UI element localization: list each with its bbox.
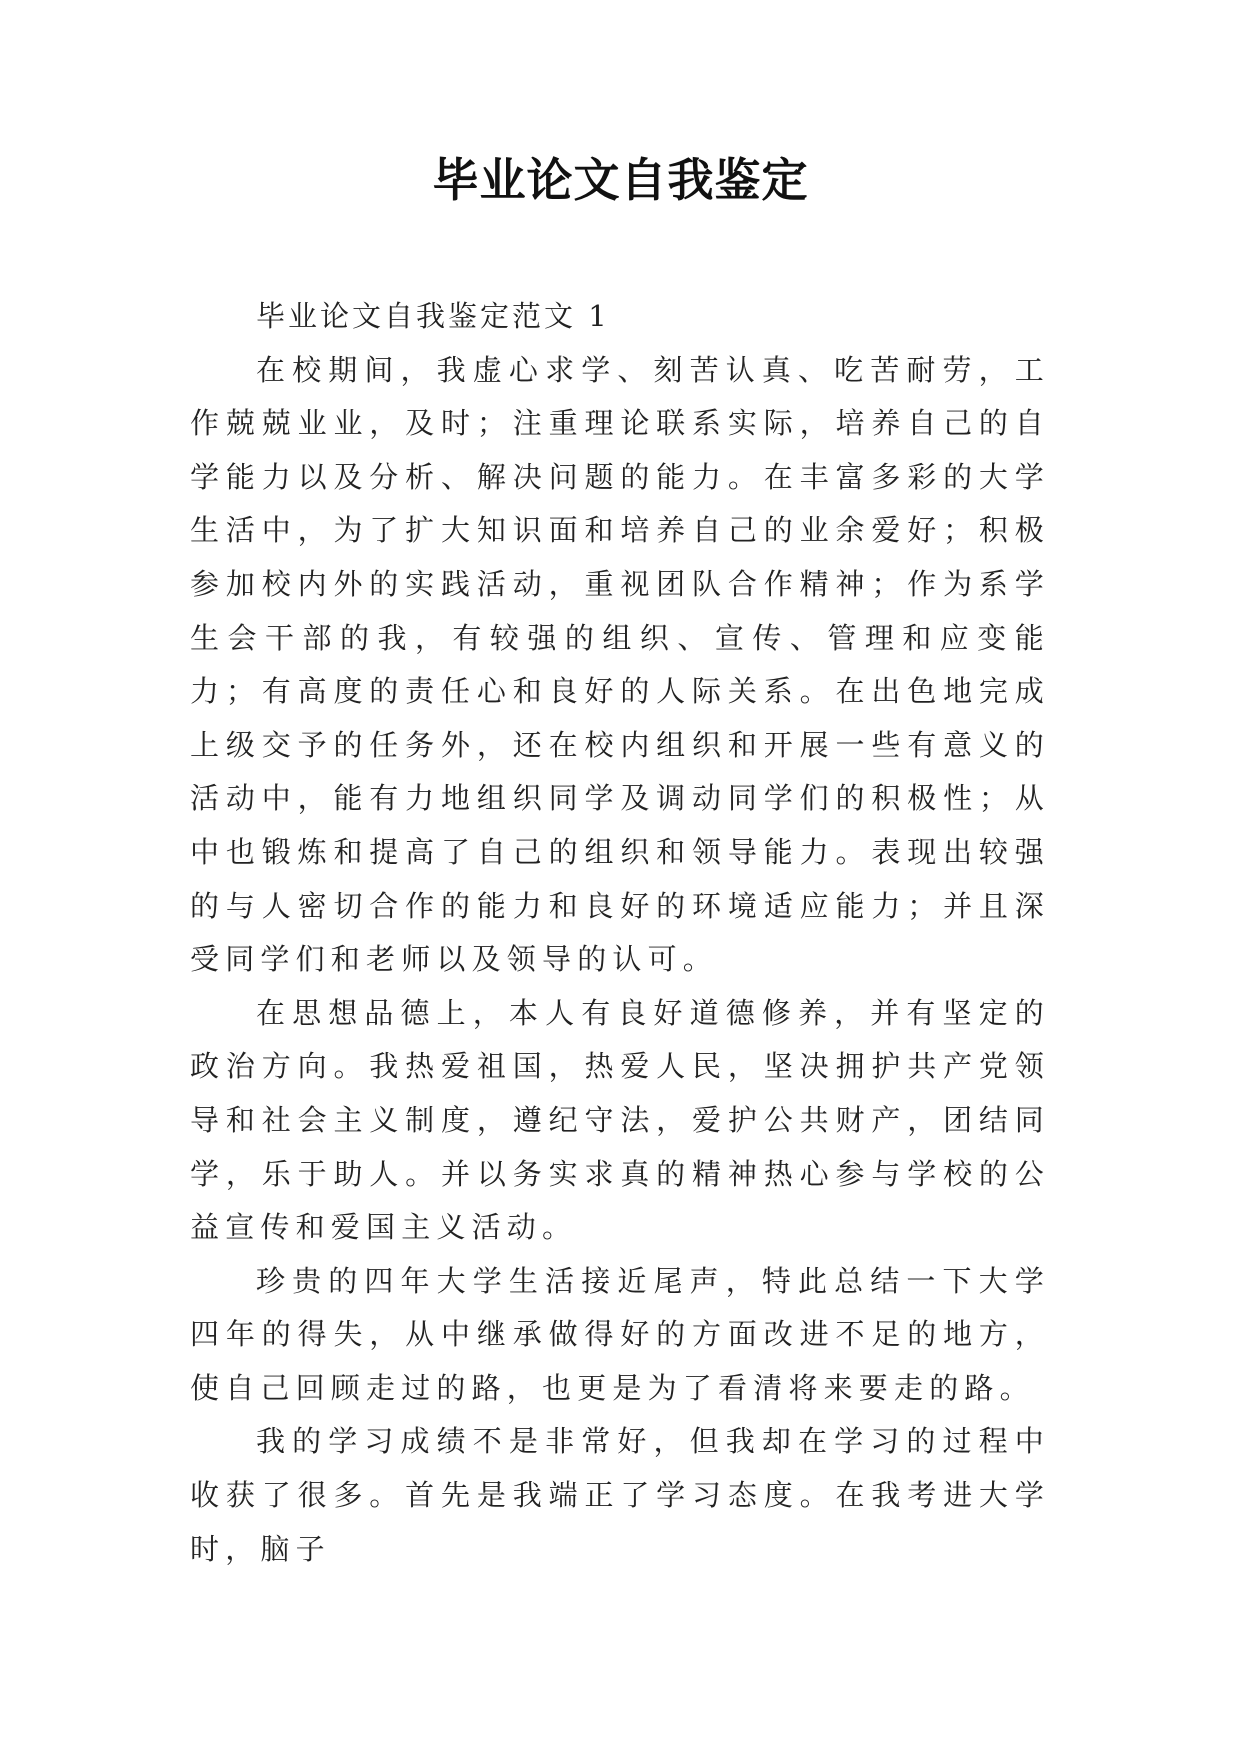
section-heading: 毕业论文自我鉴定范文 1 bbox=[256, 299, 610, 333]
paragraph-1: 在校期间，我虚心求学、刻苦认真、吃苦耐劳，工作兢兢业业，及时；注重理论联系实际，培养自己的自学能力以及分析、解决问题的能力。在丰富多彩的大学生活中，为了扩大知识面和培养自己的业余爱好；积极参加校内外的实践活动，重视团队合作精神；作为系学生会干部的我，有较强的组织、宣传、管理和应变能力；有高度的责任心和良好的人际关系。在出色地完成上级交予的任务外，还在校内组织和开展一些有意义的活动中，能有力地组织同学及调动同学们的积极性；从中也锻炼和提高了自己的组织和领导能力。表现出较强的与人密切合作的能力和良好的环境适应能力；并且深受同学们和老师以及领导的认可。 bbox=[190, 352, 1050, 977]
paragraph-4: 我的学习成绩不是非常好，但我却在学习的过程中收获了很多。首先是我端正了学习态度。在我考进大学时，脑子 bbox=[190, 1424, 1050, 1566]
document-title: 毕业论文自我鉴定 bbox=[432, 153, 809, 207]
paragraph-3: 珍贵的四年大学生活接近尾声，特此总结一下大学四年的得失，从中继承做得好的方面改进不足的地方，使自己回顾走过的路，也更是为了看清将来要走的路。 bbox=[190, 1263, 1050, 1405]
document-body bbox=[190, 290, 1050, 1576]
paragraph-2: 在思想品德上，本人有良好道德修养，并有坚定的政治方向。我热爱祖国，热爱人民，坚决拥护共产党领导和社会主义制度，遵纪守法，爱护公共财产，团结同学，乐于助人。并以务实求真的精神热心参与学校的公益宣传和爱国主义活动。 bbox=[190, 995, 1050, 1245]
